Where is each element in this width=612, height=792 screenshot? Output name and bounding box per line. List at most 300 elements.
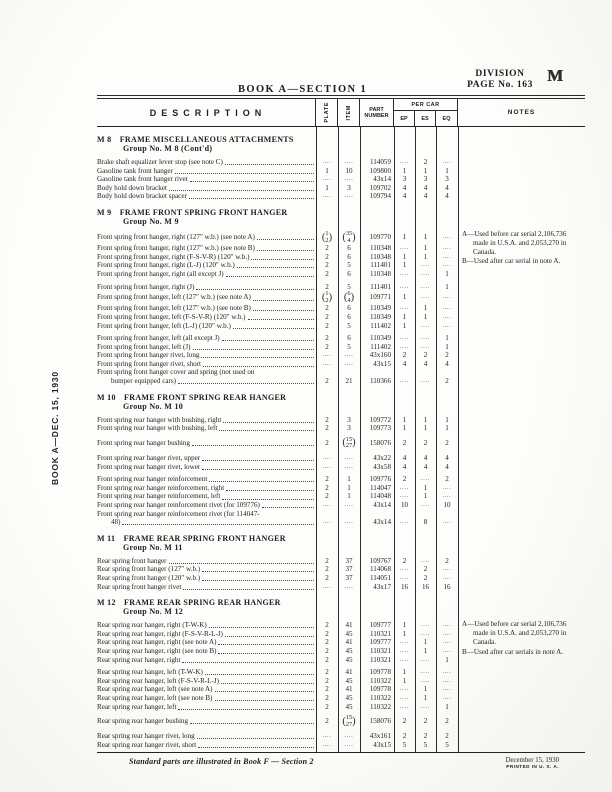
part-description: Front spring front hanger, right (all except J) (97, 269, 224, 278)
part-number-cell: 109771 (369, 293, 391, 302)
per-car-es-cell: 1 (423, 638, 428, 647)
table-row (97, 270, 585, 279)
description-cell (97, 167, 316, 176)
dot-leader (215, 700, 314, 701)
per-car-es-cell: 1 (423, 166, 428, 175)
part-number-cell: 110321 (369, 655, 391, 664)
plate-cell: 2 (325, 565, 329, 574)
description-cell (97, 175, 316, 184)
plate-cell: 2 (325, 556, 329, 565)
parts-section (97, 386, 585, 527)
column-rule (394, 127, 395, 752)
part-number-cell: 110322 (369, 702, 391, 711)
dot-leader (175, 173, 314, 174)
per-car-eq-cell: 2 (445, 475, 449, 484)
per-car-es-cell: 4 (423, 183, 428, 192)
table-row (97, 510, 585, 527)
parts-section (97, 591, 585, 749)
per-car-ep-cell: .... (400, 493, 409, 500)
dot-leader (222, 499, 314, 500)
per-car-eq-cell: 2 (445, 351, 449, 360)
per-car-ep-cell: .... (400, 566, 409, 573)
dot-leader (203, 366, 314, 367)
page-title: BOOK A—SECTION 1 (238, 84, 368, 95)
part-number-cell: 43x15 (373, 359, 391, 368)
division-label: DIVISION (475, 69, 525, 79)
per-car-ep-cell: .... (400, 378, 409, 385)
per-car-es-cell: 1 (423, 304, 428, 313)
per-car-es-cell: 2 (423, 573, 428, 582)
section-heading (97, 598, 585, 616)
per-car-ep-cell: .... (400, 694, 409, 701)
plate-cell: 2 (325, 668, 329, 677)
part-description: Rear spring rear hanger, right (see note B) (97, 646, 217, 655)
per-car-ep-cell: .... (400, 270, 409, 277)
per-car-eq-cell: .... (442, 566, 452, 573)
description-cell (97, 574, 316, 583)
item-cell: 41 (345, 621, 353, 630)
description-cell (97, 621, 316, 630)
item-cell: ( 35 4 ) (342, 229, 356, 244)
part-description: Front spring front hanger, left (127″ w.b.) (see note B) (97, 304, 251, 313)
plate-cell: .... (322, 502, 332, 508)
per-car-ep-cell: 2 (402, 351, 407, 360)
table-header (97, 99, 585, 127)
item-cell: 6 (347, 334, 351, 343)
per-car-ep-cell: 2 (402, 556, 407, 565)
plate-cell: 2 (325, 304, 329, 313)
part-description: Front spring rear hanger with bushing, left (97, 424, 218, 433)
section-title: M 8 FRAME MISCELLANEOUS ATTACHMENTS (97, 135, 294, 144)
per-car-eq-cell: 1 (445, 334, 449, 343)
description-cell (97, 677, 316, 686)
table-row (97, 565, 585, 574)
plate-cell: 2 (325, 244, 329, 253)
plate-cell: 2 (325, 342, 329, 351)
part-description: Rear spring rear hanger, right (T-W-K) (97, 621, 207, 630)
per-car-es-cell: .... (421, 557, 430, 564)
per-car-ep-cell: .... (400, 519, 409, 526)
per-car-ep-cell: .... (400, 647, 409, 654)
per-car-es-cell: .... (421, 270, 430, 277)
plate-cell: 1 (325, 183, 329, 192)
per-car-ep-cell: 1 (402, 629, 407, 638)
description-cell (97, 322, 316, 331)
per-car-es-cell: 2 (423, 565, 428, 574)
part-number-cell: 43x22 (373, 454, 391, 463)
table-row (97, 167, 585, 176)
dot-leader (198, 747, 314, 748)
part-description: Front spring rear hanger bushing (97, 439, 190, 448)
per-car-es-cell: 4 (423, 359, 428, 368)
plate-cell: ( 1 2 ) (321, 229, 333, 244)
dot-leader (218, 644, 314, 645)
part-description: Front spring front hanger rivet, short (97, 359, 202, 368)
part-number-cell: 109767 (369, 556, 391, 565)
per-car-ep-cell: 1 (402, 166, 407, 175)
dot-leader (178, 383, 314, 384)
per-car-es-cell: 1 (423, 244, 428, 253)
column-notes: NOTES (507, 109, 536, 116)
item-cell: 6 (347, 312, 351, 321)
dot-leader (196, 289, 314, 290)
per-car-ep-cell: 1 (402, 312, 407, 321)
description-cell (97, 244, 316, 253)
per-car-eq-cell: .... (442, 519, 452, 526)
per-car-ep-cell: 1 (402, 676, 407, 685)
per-car-ep-cell: .... (400, 574, 409, 581)
part-description: Front spring front hanger, right (F-S-V-R) (120″ w.b.) (97, 252, 250, 261)
item-cell: .... (344, 463, 354, 470)
dot-leader (221, 683, 314, 684)
per-car-ep-cell: 2 (402, 439, 407, 448)
part-description: Rear spring rear hanger, right (97, 655, 181, 664)
part-description: Rear spring rear hanger, right (see note A) (97, 638, 217, 647)
dot-leader (223, 422, 314, 423)
per-car-eq-cell: 1 (445, 415, 449, 424)
per-car-es-cell: .... (421, 622, 430, 629)
note-line: B—Used after car serial in note A. (462, 257, 561, 266)
part-description: Front spring rear hanger rivet, upper (97, 454, 201, 463)
table-row (97, 475, 585, 484)
per-car-es-cell: 1 (423, 492, 428, 501)
part-description: 48) (111, 518, 121, 527)
dot-leader (202, 580, 314, 581)
item-cell: 6 (347, 304, 351, 313)
per-car-ep-cell: 10 (400, 501, 409, 509)
description-cell (97, 192, 316, 201)
section-title: M 11 FRAME REAR SPRING FRONT HANGER (97, 533, 286, 543)
part-number-cell: 109772 (369, 415, 391, 424)
per-car-ep-cell: 5 (402, 740, 407, 749)
dot-leader (248, 319, 314, 320)
notes-block (462, 620, 583, 657)
dot-leader (169, 190, 314, 191)
description-cell (97, 304, 316, 313)
part-number-cell: 158076 (369, 717, 391, 726)
spine-text: BOOK A—DEC. 15, 1930 (50, 371, 60, 485)
per-car-ep-cell: 1 (402, 621, 407, 630)
per-car-es-cell: 1 (423, 685, 428, 694)
per-car-ep-cell: 2 (402, 717, 407, 726)
part-description: Rear spring rear hanger, left (T-W-K) (97, 668, 203, 677)
per-car-ep-cell: 1 (402, 293, 407, 302)
part-description: bumper equipped cars) (111, 377, 177, 386)
plate-cell: 2 (325, 693, 329, 702)
per-car-ep-cell: 3 (402, 175, 407, 184)
table-row (97, 741, 585, 750)
part-number-cell: 109794 (369, 192, 391, 201)
per-car-eq-cell: 1 (445, 424, 449, 433)
item-cell: 45 (345, 646, 353, 655)
part-description: Front spring rear hanger with bushing, right (97, 415, 222, 424)
dot-leader (205, 674, 314, 675)
table-row (97, 484, 585, 493)
table-row (97, 424, 585, 433)
description-cell (97, 351, 316, 360)
table-row (97, 313, 585, 322)
per-car-eq-cell: 4 (445, 359, 449, 368)
part-description: Front spring rear hanger reinforcement (97, 475, 208, 484)
per-car-ep-cell: .... (400, 335, 409, 342)
per-car-es-cell: 1 (423, 483, 428, 492)
plate-cell: .... (322, 519, 332, 526)
item-cell: .... (344, 176, 354, 183)
per-car-es-cell: .... (421, 656, 430, 663)
section-title: M 9 FRAME FRONT SPRING FRONT HANGER (97, 207, 288, 217)
per-car-es-cell: 1 (423, 424, 428, 433)
table-row (97, 715, 585, 728)
column-es: ES (415, 111, 436, 126)
part-number-cell: 111402 (370, 321, 391, 330)
dot-leader (202, 469, 314, 470)
description-cell (97, 557, 316, 566)
per-car-ep-cell: 1 (402, 668, 407, 677)
item-cell: 41 (345, 685, 353, 694)
per-car-eq-cell: 10 (443, 501, 451, 509)
per-car-es-cell: 2 (423, 732, 428, 741)
section-subtitle: Group No. M 10 (123, 401, 184, 411)
part-number-cell: 110321 (369, 646, 391, 655)
section-heading (97, 534, 585, 552)
dot-leader (226, 276, 314, 277)
dot-leader (190, 181, 314, 182)
plate-cell: 2 (325, 483, 329, 492)
per-car-es-cell: 1 (423, 646, 428, 655)
plate-cell: .... (322, 455, 332, 462)
part-number-cell: 110366 (369, 377, 391, 386)
per-car-es-cell: 2 (423, 158, 428, 166)
table-body (97, 127, 585, 753)
per-car-es-cell: .... (421, 703, 430, 710)
part-number-cell: 43x160 (369, 351, 391, 360)
column-plate: PLATE (316, 99, 338, 126)
description-cell (97, 283, 316, 292)
note-line: A—Used before car serial 2,106,736 made in U.S.A. and 2,053,270 in Canada. (462, 620, 567, 646)
section-subtitle: Group No. M 11 (123, 542, 183, 552)
part-number-cell: 43x14 (373, 501, 391, 509)
plate-cell: 2 (325, 321, 329, 330)
per-car-es-cell: .... (421, 262, 430, 269)
per-car-eq-cell: 1 (445, 166, 449, 175)
per-car-eq-cell: 2 (445, 732, 449, 741)
per-car-es-cell: 4 (423, 192, 428, 201)
part-number-cell: 111401 (370, 261, 391, 270)
item-cell: .... (344, 583, 354, 590)
part-description: Front spring rear hanger reinforcement rivet (for 109776) (97, 501, 260, 509)
description-cell (97, 717, 316, 726)
table-row (97, 184, 585, 193)
description-cell (97, 741, 316, 750)
per-car-eq-cell: 16 (443, 582, 451, 591)
page-number: PAGE No. 163 (467, 80, 533, 90)
table-row (97, 283, 585, 292)
item-cell: 5 (347, 321, 351, 330)
plate-cell: 2 (325, 415, 329, 424)
item-cell: 3 (347, 415, 351, 424)
part-number-cell: 109773 (369, 424, 391, 433)
description-cell (97, 343, 316, 352)
per-car-eq-cell: .... (442, 305, 452, 312)
description-cell (97, 158, 316, 167)
per-car-eq-cell: .... (442, 686, 452, 693)
table-row (97, 360, 585, 369)
description-cell (97, 484, 316, 493)
description-cell: Front spring front hanger cover and spring (not used on bumper equipped cars) (97, 368, 316, 385)
description-cell (97, 647, 316, 656)
dot-leader (189, 198, 314, 199)
table-row (97, 694, 585, 703)
part-number-cell: 109770 (369, 233, 391, 242)
item-cell: 6 (347, 269, 351, 278)
item-cell: 37 (345, 565, 353, 574)
description-cell (97, 334, 316, 343)
item-cell: ( 15 27 ) (342, 435, 356, 450)
column-eq: EQ (442, 115, 451, 122)
per-car-eq-cell: .... (442, 262, 452, 269)
section-heading (97, 393, 585, 411)
per-car-eq-cell: .... (442, 253, 452, 260)
description-cell (97, 685, 316, 694)
dot-leader (169, 563, 314, 564)
table-row (97, 583, 585, 592)
plate-cell: 2 (325, 261, 329, 270)
per-car-ep-cell: .... (400, 656, 409, 663)
part-number-cell: 43x14 (373, 518, 391, 527)
per-car-eq-cell: .... (442, 294, 452, 301)
column-rule (360, 127, 361, 752)
per-car-label: PER CAR (394, 99, 457, 111)
description-cell (97, 463, 316, 472)
item-cell: .... (344, 741, 354, 748)
plate-cell: 2 (325, 621, 329, 630)
per-car-ep-cell: 1 (402, 415, 407, 424)
per-car-es-cell: 1 (423, 252, 428, 261)
per-car-eq-cell: .... (442, 322, 452, 329)
dot-leader (201, 357, 314, 358)
description-cell (97, 454, 316, 463)
per-car-eq-cell: 2 (445, 717, 449, 726)
dot-leader (233, 328, 314, 329)
table-row (97, 685, 585, 694)
part-description: Rear spring rear hanger rivet, long (97, 732, 195, 741)
per-car-eq-cell: 4 (445, 462, 449, 471)
plate-cell: .... (322, 463, 332, 470)
item-cell: 10 (345, 166, 353, 175)
part-description: Front spring front hanger, left (all except J) (97, 334, 220, 343)
parts-table (97, 95, 585, 770)
part-description: Front spring front hanger, left (J) (97, 342, 191, 351)
description-cell (97, 184, 316, 193)
part-number-cell: 43x58 (373, 462, 391, 471)
per-car-ep-cell: 1 (402, 261, 407, 270)
part-number-cell: 109777 (369, 638, 391, 647)
per-car-es-cell: 4 (423, 454, 428, 463)
dot-leader (209, 481, 314, 482)
plate-cell: 2 (325, 312, 329, 321)
part-description: Body hold down bracket spacer (97, 192, 187, 201)
per-car-ep-cell: 2 (402, 475, 407, 484)
per-car-eq-cell: .... (442, 677, 452, 684)
section-subtitle: Group No. M 12 (123, 607, 184, 617)
per-car-eq-cell: 4 (445, 183, 449, 192)
dot-leader (251, 259, 314, 260)
column-rule (436, 127, 437, 752)
table-row (97, 677, 585, 686)
plate-cell: 2 (325, 439, 329, 448)
plate-cell: 2 (325, 638, 329, 647)
item-cell: .... (344, 502, 354, 508)
description-cell (97, 668, 316, 677)
per-car-es-cell: .... (421, 677, 430, 684)
item-cell: .... (344, 352, 354, 359)
description-cell (97, 638, 316, 647)
column-rule (415, 127, 416, 752)
dot-leader (183, 589, 314, 590)
description-cell (97, 424, 316, 433)
per-car-es-cell: 16 (421, 582, 430, 591)
column-item: ITEM (338, 99, 360, 126)
description-cell (97, 253, 316, 262)
table-row (97, 351, 585, 360)
parts-section (97, 128, 585, 201)
item-cell: 41 (345, 638, 353, 647)
per-car-es-cell: 1 (423, 415, 428, 424)
per-car-eq-cell: 4 (445, 192, 449, 201)
section-heading (97, 135, 585, 153)
section-subtitle: Group No. M 8 (Cont'd) (123, 144, 213, 153)
dot-leader (209, 627, 314, 628)
per-car-es-cell: 1 (423, 233, 428, 242)
plate-cell: .... (322, 352, 332, 359)
per-car-subcolumns (394, 111, 457, 126)
dot-leader (237, 267, 314, 268)
per-car-eq-cell: .... (442, 622, 452, 629)
part-description: Front spring front hanger, right (127″ w.b.) (see note B) (97, 244, 255, 253)
table-row (97, 368, 585, 385)
description-cell (97, 732, 316, 741)
per-car-ep-cell: 16 (400, 582, 409, 591)
description-cell (97, 565, 316, 574)
dot-leader (197, 738, 314, 739)
item-cell: 1 (347, 492, 351, 501)
part-description: Rear spring rear hanger bushing (97, 717, 189, 726)
dot-leader (257, 239, 314, 240)
part-number-cell: 114051 (369, 573, 391, 582)
item-cell: .... (344, 193, 354, 200)
dot-leader (226, 490, 314, 491)
per-car-es-cell: .... (421, 335, 430, 342)
column-rule (458, 127, 459, 752)
description-cell (97, 703, 316, 712)
part-description: Rear spring rear hanger, left (97, 702, 177, 711)
table-row (97, 192, 585, 201)
per-car-es-cell: .... (421, 322, 430, 329)
part-description: Front spring front hanger, left (127″ w.b.) (see note A) (97, 293, 251, 302)
dot-leader (225, 164, 314, 165)
table-row (97, 334, 585, 343)
item-cell: ( 15 27 ) (342, 714, 356, 728)
table-row (97, 732, 585, 741)
part-description: Rear spring front hanger (97, 556, 167, 565)
per-car-es-cell: .... (421, 343, 430, 350)
description-cell (97, 313, 316, 322)
per-car-ep-cell: .... (400, 686, 409, 693)
table-row (97, 304, 585, 313)
item-cell: 3 (347, 183, 351, 192)
description-cell (97, 360, 316, 369)
plate-cell: 2 (325, 717, 329, 726)
